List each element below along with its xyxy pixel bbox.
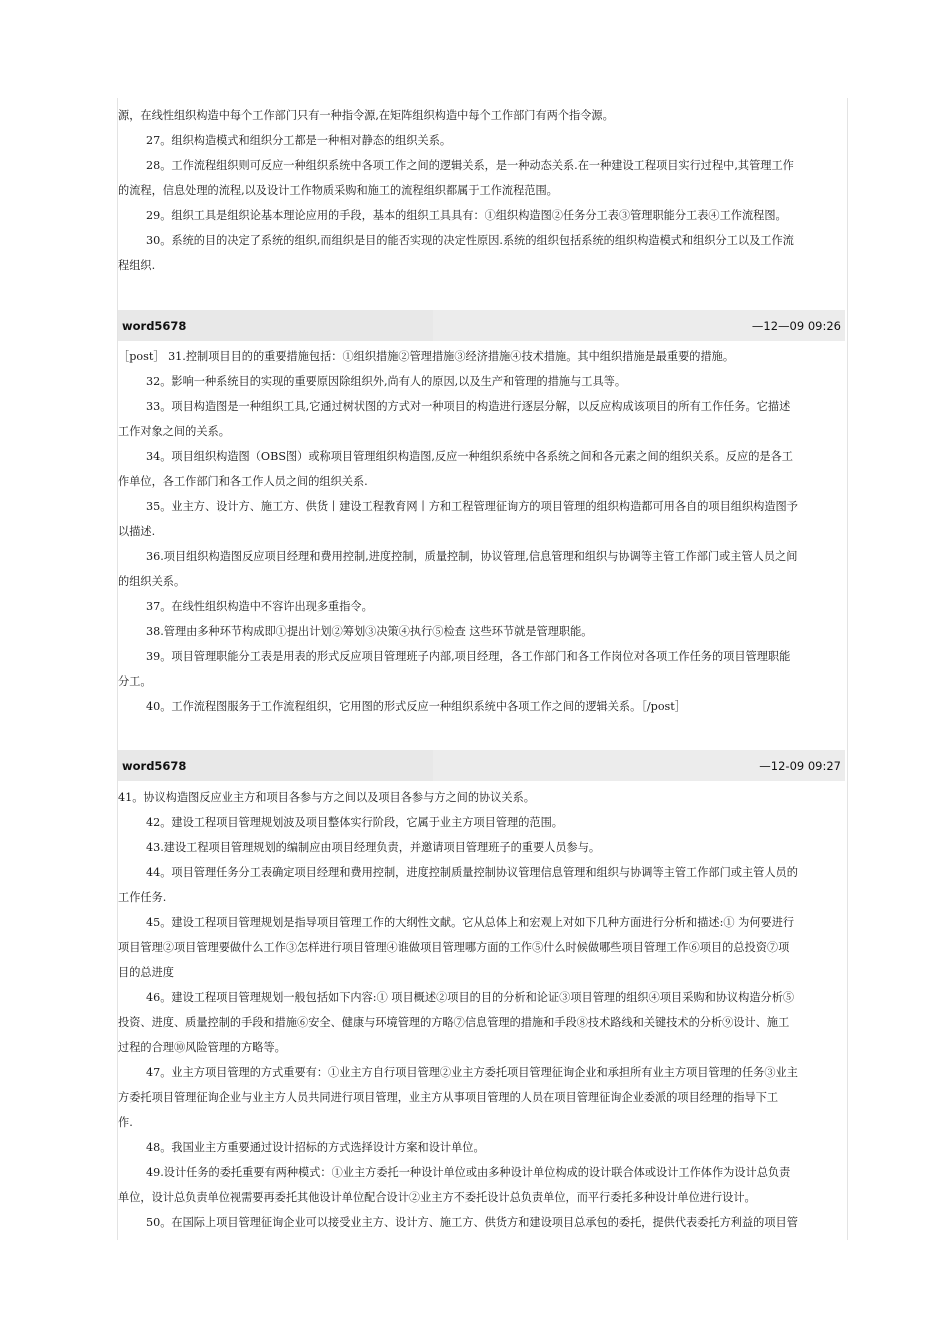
text-line: 48。我国业主方重要通过设计招标的方式选择设计方案和设计单位。 bbox=[146, 1141, 485, 1154]
post-author[interactable]: word5678 bbox=[122, 759, 187, 773]
text-line: 27。组织构造模式和组织分工都是一种相对静态的组织关系。 bbox=[146, 134, 452, 147]
text-line: 工作对象之间的关系。 bbox=[118, 425, 230, 438]
text-line: 38.管理由多种环节构成即①提出计划②筹划③决策④执行⑤检查 这些环节就是管理职能。 bbox=[146, 625, 593, 638]
text-line: 36.项目组织构造图反应项目经理和费用控制,进度控制，质量控制，协议管理,信息管理和组织与协调等主管工作部门或主管人员之间 bbox=[146, 550, 798, 563]
text-line: 源，在线性组织构造中每个工作部门只有一种指令源,在矩阵组织构造中每个工作部门有两个指令源。 bbox=[118, 109, 614, 122]
text-line: 以描述. bbox=[118, 525, 156, 538]
text-line: 项目管理②项目管理要做什么工作③怎样进行项目管理④谁做项目管理哪方面的工作⑤什么时候做哪些项目管理工作⑥项目的总投资⑦项 bbox=[118, 941, 790, 954]
text-line: 35。业主方、设计方、施工方、供货丨建设工程教育网丨方和工程管理征询方的项目管理的组织构造都可用各自的项目组织构造图予 bbox=[146, 500, 798, 513]
post-time: —12—09 09:26 bbox=[751, 319, 841, 333]
text-line: 的流程，信息处理的流程,以及设计工作物质采购和施工的流程组织都属于工作流程范围。 bbox=[118, 184, 558, 197]
text-line: 42。建设工程项目管理规划波及项目整体实行阶段，它属于业主方项目管理的范围。 bbox=[146, 816, 563, 829]
text-line: 46。建设工程项目管理规划一般包括如下内容:① 项目概述②项目的目的分析和论证③项目管理的组织④项目采购和协议构造分析⑤ bbox=[146, 991, 795, 1004]
text-line: 32。影响一种系统目的实现的重要原因除组织外,尚有人的原因,以及生产和管理的措施与工具等。 bbox=[146, 375, 627, 388]
text-line: 47。业主方项目管理的方式重要有：①业主方自行项目管理②业主方委托项目管理征询企业和承担所有业主方项目管理的任务③业主 bbox=[146, 1066, 798, 1079]
text-line: 作单位，各工作部门和各工作人员之间的组织关系. bbox=[118, 475, 368, 488]
text-line: 33。项目构造图是一种组织工具,它通过树状图的方式对一种项目的构造进行逐层分解，以反应构成该项目的所有工作任务。它描述 bbox=[146, 400, 791, 413]
post-header bbox=[118, 750, 845, 781]
text-line: 43.建设工程项目管理规划的编制应由项目经理负责，并邀请项目管理班子的重要人员参与。 bbox=[146, 841, 601, 854]
text-line: 单位，设计总负责单位视需要再委托其他设计单位配合设计②业主方不委托设计总负责单位，而平行委托多种设计单位进行设计。 bbox=[118, 1191, 756, 1204]
text-line: 投资、进度、质量控制的手段和措施⑥安全、健康与环境管理的方略⑦信息管理的措施和手段⑧技术路线和关键技术的分析⑨设计、施工 bbox=[118, 1016, 790, 1029]
post-header bbox=[118, 310, 845, 341]
post-time: —12-09 09:27 bbox=[759, 759, 841, 773]
text-line: 34。项目组织构造图（OBS图）或称项目管理组织构造图,反应一种组织系统中各系统之间和各元素之间的组织关系。反应的是各工 bbox=[146, 450, 793, 463]
text-line: 方委托项目管理征询企业与业主方人员共同进行项目管理，业主方从事项目管理的人员在项目管理征询企业委派的项目经理的指导下工 bbox=[118, 1091, 779, 1104]
text-line: 39。项目管理职能分工表是用表的形式反应项目管理班子内部,项目经理，各工作部门和各工作岗位对各项工作任务的项目管理职能 bbox=[146, 650, 791, 663]
post-author[interactable]: word5678 bbox=[122, 319, 187, 333]
text-line: ［post］ 31.控制项目目的的重要措施包括：①组织措施②管理措施③经济措施④技术措施。其中组织措施是最重要的措施。 bbox=[118, 350, 735, 363]
text-line: 44。项目管理任务分工表确定项目经理和费用控制，进度控制质量控制协议管理信息管理和组织与协调等主管工作部门或主管人员的 bbox=[146, 866, 798, 879]
text-line: 程组织. bbox=[118, 259, 156, 272]
text-line: 28。工作流程组织则可反应一种组织系统中各项工作之间的逻辑关系，是一种动态关系.在一种建设工程项目实行过程中,其管理工作 bbox=[146, 159, 794, 172]
text-line: 49.设计任务的委托重要有两种模式：①业主方委托一种设计单位或由多种设计单位构成的设计联合体或设计工作体作为设计总负责 bbox=[146, 1166, 791, 1179]
text-line: 工作任务. bbox=[118, 891, 167, 904]
text-line: 50。在国际上项目管理征询企业可以接受业主方、设计方、施工方、供货方和建设项目总承包的委托，提供代表委托方利益的项目管 bbox=[146, 1216, 798, 1229]
text-line: 过程的合理⑩风险管理的方略等。 bbox=[118, 1041, 286, 1054]
text-line: 的组织关系。 bbox=[118, 575, 186, 588]
text-line: 作. bbox=[118, 1116, 133, 1129]
text-line: 41。协议构造图反应业主方和项目各参与方之间以及项目各参与方之间的协议关系。 bbox=[118, 791, 535, 804]
text-line: 29。组织工具是组织论基本理论应用的手段，基本的组织工具具有：①组织构造图②任务分工表③管理职能分工表④工作流程图。 bbox=[146, 209, 787, 222]
text-line: 40。工作流程图服务于工作流程组织，它用图的形式反应一种组织系统中各项工作之间的逻辑关系。［/post］ bbox=[146, 700, 686, 713]
text-line: 分工。 bbox=[118, 675, 152, 688]
text-line: 目的总进度 bbox=[118, 966, 174, 979]
text-line: 45。建设工程项目管理规划是指导项目管理工作的大纲性文献。它从总体上和宏观上对如下几种方面进行分析和描述:① 为何要进行 bbox=[146, 916, 795, 929]
text-line: 30。系统的目的决定了系统的组织,而组织是目的能否实现的决定性原因.系统的组织包括系统的组织构造模式和组织分工以及工作流 bbox=[146, 234, 794, 247]
text-line: 37。在线性组织构造中不容许出现多重指令。 bbox=[146, 600, 373, 613]
